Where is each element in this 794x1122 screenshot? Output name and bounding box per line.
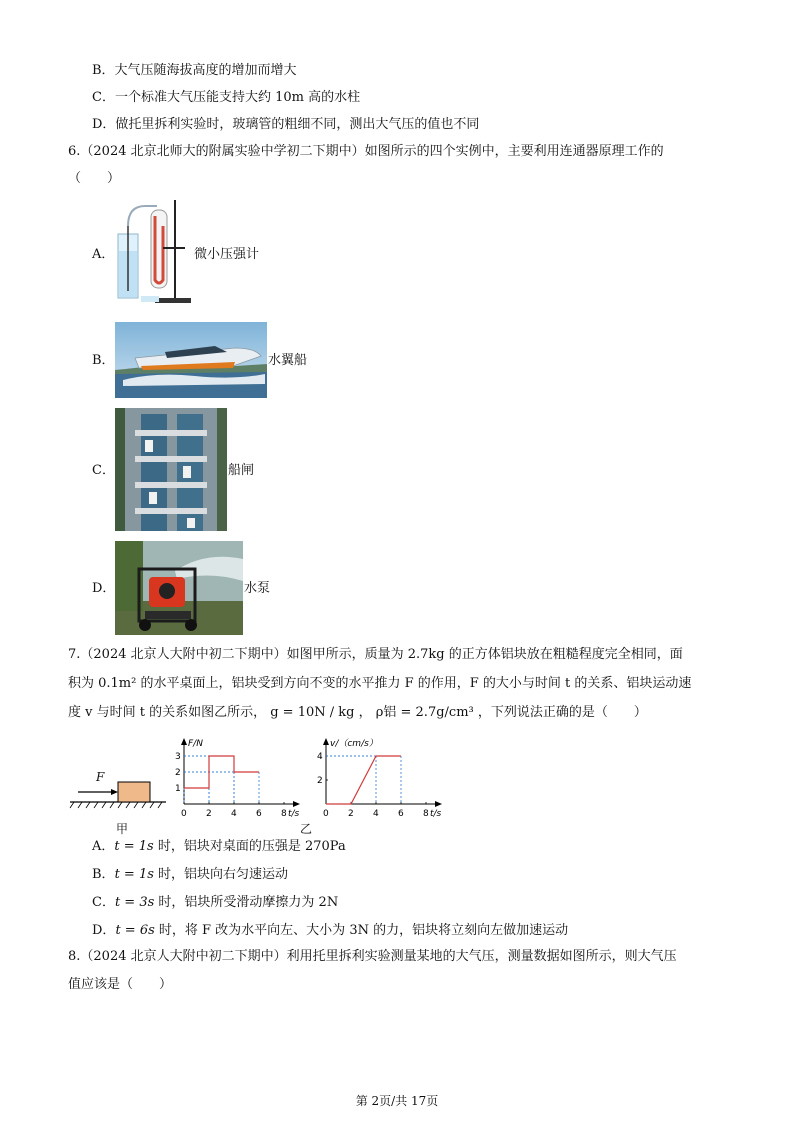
q7-option-d-text: 时，将 F 改为水平向左、大小为 3N 的力，铝块将立刻向左做加速运动 bbox=[154, 923, 569, 938]
q7-option-a bbox=[92, 838, 346, 856]
q6-option-d-label: D． bbox=[92, 581, 116, 596]
y-tick-label: 2 bbox=[175, 768, 181, 778]
q5-option-b: B．大气压随海拔高度的增加而增大 bbox=[92, 63, 297, 78]
y-axis-label: v/（cm/s） bbox=[330, 739, 378, 749]
q6-option-a-label: A． bbox=[92, 247, 115, 262]
manometer-image bbox=[115, 196, 197, 308]
x-tick-label: 6 bbox=[256, 809, 262, 819]
x-axis-label: t/s bbox=[430, 809, 442, 819]
force-arrow-label: F bbox=[96, 770, 105, 784]
x-axis-arrow bbox=[435, 801, 442, 807]
x-tick-label: 4 bbox=[231, 809, 237, 819]
q6-stem-line2: （ ） bbox=[68, 171, 121, 186]
page-footer: 第 2页/共 17页 bbox=[355, 1094, 439, 1108]
q7-option-c-text: 时，铝块所受滑动摩擦力为 2N bbox=[154, 895, 339, 910]
figure-yi-caption: 乙 bbox=[300, 822, 313, 836]
q7-option-a-letter: A． bbox=[92, 839, 115, 854]
q7-option-c-letter: C． bbox=[92, 895, 115, 910]
velocity-time-graph bbox=[317, 738, 442, 819]
q7-option-b bbox=[92, 866, 288, 884]
x-tick-label: 0 bbox=[181, 809, 187, 819]
q6-option-c-label: C． bbox=[92, 463, 115, 478]
x-axis-arrow bbox=[293, 801, 300, 807]
y-tick-label: 1 bbox=[175, 784, 181, 794]
q7-option-b-text: 时，铝块向右匀速运动 bbox=[153, 867, 289, 882]
q7-option-a-condition: t = 1s bbox=[114, 839, 154, 854]
q7-option-d bbox=[92, 922, 568, 940]
figure-yi-graphs bbox=[170, 728, 440, 828]
q7-stem-line3: 度 v 与时间 t 的关系如图乙所示， g = 10N / kg ， ρ铝 = 2.7g/cm³ ，下列说法正确的是（ ） bbox=[68, 705, 647, 720]
x-axis-label: t/s bbox=[288, 809, 300, 819]
q7-option-a-text: 时，铝块对桌面的压强是 270Pa bbox=[153, 839, 346, 854]
q6-option-b-label: B． bbox=[92, 353, 115, 368]
q6-option-c-caption: 船闸 bbox=[228, 463, 255, 478]
x-tick-label: 4 bbox=[373, 809, 379, 819]
x-tick-label: 6 bbox=[398, 809, 404, 819]
q5-option-d: D．做托里拆利实验时，玻璃管的粗细不同，测出大气压的值也不同 bbox=[92, 117, 480, 132]
q7-stem-line2: 积为 0.1m² 的水平桌面上，铝块受到方向不变的水平推力 F 的作用，F 的大小与时间 t 的关系、铝块运动速 bbox=[68, 676, 692, 691]
x-tick-label: 2 bbox=[206, 809, 212, 819]
y-tick-label: 3 bbox=[175, 752, 181, 762]
x-tick-label: 8 bbox=[281, 809, 287, 819]
x-tick-label: 8 bbox=[423, 809, 429, 819]
x-tick-label: 0 bbox=[323, 809, 329, 819]
q8-stem-line2: 值应该是（ ） bbox=[68, 977, 173, 992]
hydrofoil-image bbox=[115, 322, 267, 398]
q7-option-c bbox=[92, 894, 338, 912]
q8-stem-line1: 8.（2024 北京人大附中初二下期中）利用托里拆利实验测量某地的大气压，测量数据如图所示，则大气压 bbox=[68, 949, 677, 964]
q5-option-c: C．一个标准大气压能支持大约 10m 高的水柱 bbox=[92, 90, 361, 105]
figure-jia bbox=[68, 770, 168, 820]
q6-option-d-caption: 水泵 bbox=[244, 581, 271, 596]
force-time-graph bbox=[175, 738, 300, 819]
x-tick-label: 2 bbox=[348, 809, 354, 819]
y-axis-arrow bbox=[323, 738, 329, 745]
q7-option-c-condition: t = 3s bbox=[114, 895, 155, 910]
q7-option-b-condition: t = 1s bbox=[114, 867, 154, 882]
q6-stem-line1: 6.（2024 北京北师大的附属实验中学初二下期中）如图所示的四个实例中，主要利用连通器原理工作的 bbox=[68, 144, 664, 159]
q7-option-b-letter: B． bbox=[92, 867, 115, 882]
series-line bbox=[326, 756, 401, 804]
y-tick-label: 4 bbox=[317, 752, 323, 762]
q6-option-a-caption: 微小压强计 bbox=[194, 247, 260, 262]
y-axis-label: F/N bbox=[188, 739, 203, 749]
q7-option-d-letter: D． bbox=[92, 923, 116, 938]
ship-lock-image bbox=[115, 408, 227, 531]
figure-jia-caption: 甲 bbox=[116, 822, 129, 836]
y-tick-label: 2 bbox=[317, 776, 323, 786]
y-axis-arrow bbox=[181, 738, 187, 745]
q7-option-d-condition: t = 6s bbox=[115, 923, 155, 938]
q6-option-b-caption: 水翼船 bbox=[268, 353, 308, 368]
water-pump-image bbox=[115, 541, 243, 635]
q7-stem-line1: 7.（2024 北京人大附中初二下期中）如图甲所示，质量为 2.7kg 的正方体铝块放在粗糙程度完全相同，面 bbox=[68, 647, 683, 662]
